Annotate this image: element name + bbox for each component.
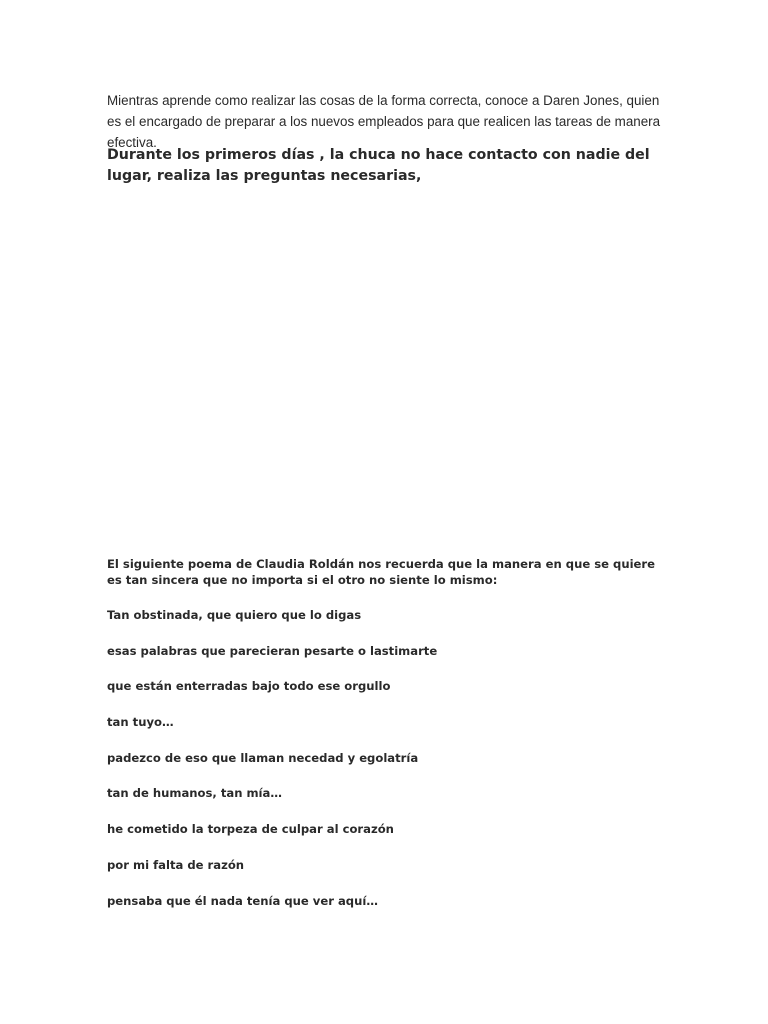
poem-line: he cometido la torpeza de culpar al corazón <box>107 822 394 837</box>
poem <box>107 606 667 927</box>
poem-line: pensaba que él nada tenía que ver aquí… <box>107 893 378 908</box>
poem-line: padezco de eso que llaman necedad y egolatría <box>107 750 419 765</box>
poem-line: esas palabras que parecieran pesarte o lastimarte <box>107 643 438 658</box>
poem-intro-paragraph: El siguiente poema de Claudia Roldán nos recuerda que la manera en que se quiere es tan sincera que no importa si el otro no siente lo mismo: <box>107 557 655 587</box>
bold-heading: Durante los primeros días , la chuca no hace contacto con nadie del lugar, realiza las preguntas necesarias, <box>107 147 650 184</box>
poem-line: que están enterradas bajo todo ese orgullo <box>107 679 391 694</box>
poem-line: Tan obstinada, que quiero que lo digas <box>107 608 362 622</box>
intro-paragraph: Mientras aprende como realizar las cosas de la forma correcta, conoce a Daren Jones, quien es el encargado de preparar a los nuevos empleados para que realicen las tareas de manera efectiva. <box>107 93 661 150</box>
poem-line: tan tuyo… <box>107 715 174 730</box>
poem-line: por mi falta de razón <box>107 857 245 872</box>
poem-line: tan de humanos, tan mía… <box>107 786 282 801</box>
